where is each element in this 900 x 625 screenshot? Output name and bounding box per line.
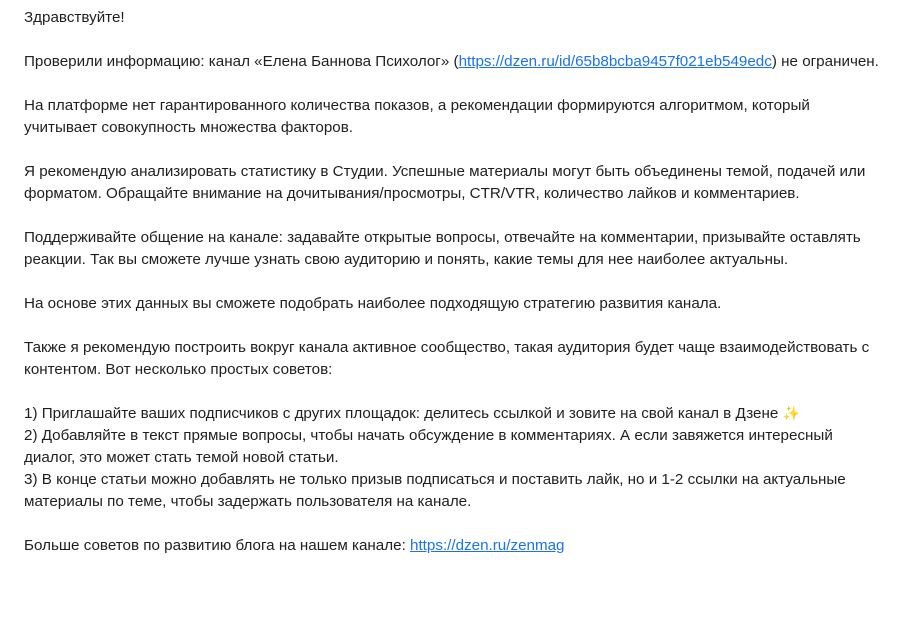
channel-status-text: Проверили информацию: канал «Елена Баннова Психолог» ( — [24, 53, 459, 70]
paragraph-more-tips — [24, 535, 884, 557]
message-body — [24, 7, 884, 557]
tip-item-3: 3) В конце статьи можно добавлять не только призыв подписаться и поставить лайк, но и 1-2 ссылки на актуальные материалы по теме, чтобы задержать пользователя на канале. — [24, 471, 846, 510]
paragraph-engagement: Поддерживайте общение на канале: задавайте открытые вопросы, отвечайте на комментарии, призывайте оставлять реакции. Так вы сможете лучше узнать свою аудиторию и понять, какие темы для нее наиболее актуальны. — [24, 229, 861, 268]
paragraph-algorithm: На платформе нет гарантированного количества показов, а рекомендации формируются алгоритмом, который учитывает совокупность множества факторов. — [24, 97, 810, 136]
paragraph-strategy: На основе этих данных вы сможете подобрать наиболее подходящую стратегию развития канала. — [24, 295, 722, 312]
zenmag-link[interactable]: https://dzen.ru/zenmag — [410, 537, 565, 554]
tip-item-2: 2) Добавляйте в текст прямые вопросы, чтобы начать обсуждение в комментариях. А если завяжется интересный диалог, это может стать темой новой статьи. — [24, 427, 833, 466]
tips-list — [24, 403, 884, 513]
tip-1-text: 1) Приглашайте ваших подписчиков с других площадок: делитесь ссылкой и зовите на свой канал в Дзене — [24, 405, 783, 422]
tip-item-1 — [24, 403, 884, 425]
channel-link[interactable]: https://dzen.ru/id/65b8bcba9457f021eb549edc — [458, 53, 772, 70]
channel-status-text-end: ) не ограничен. — [771, 53, 879, 70]
paragraph-community: Также я рекомендую построить вокруг канала активное сообщество, такая аудитория будет чаще взаимодействовать с контентом. Вот несколько простых советов: — [24, 339, 870, 378]
paragraph-statistics: Я рекомендую анализировать статистику в Студии. Успешные материалы могут быть объединены темой, подачей или форматом. Обращайте внимание на дочитывания/просмотры, CTR/VTR, количество лайков и комментариев. — [24, 163, 866, 202]
paragraph-channel-status — [24, 51, 884, 73]
greeting: Здравствуйте! — [24, 9, 125, 26]
more-tips-text: Больше советов по развитию блога на нашем канале: — [24, 537, 411, 554]
sparkles-icon: ✨ — [782, 406, 800, 422]
